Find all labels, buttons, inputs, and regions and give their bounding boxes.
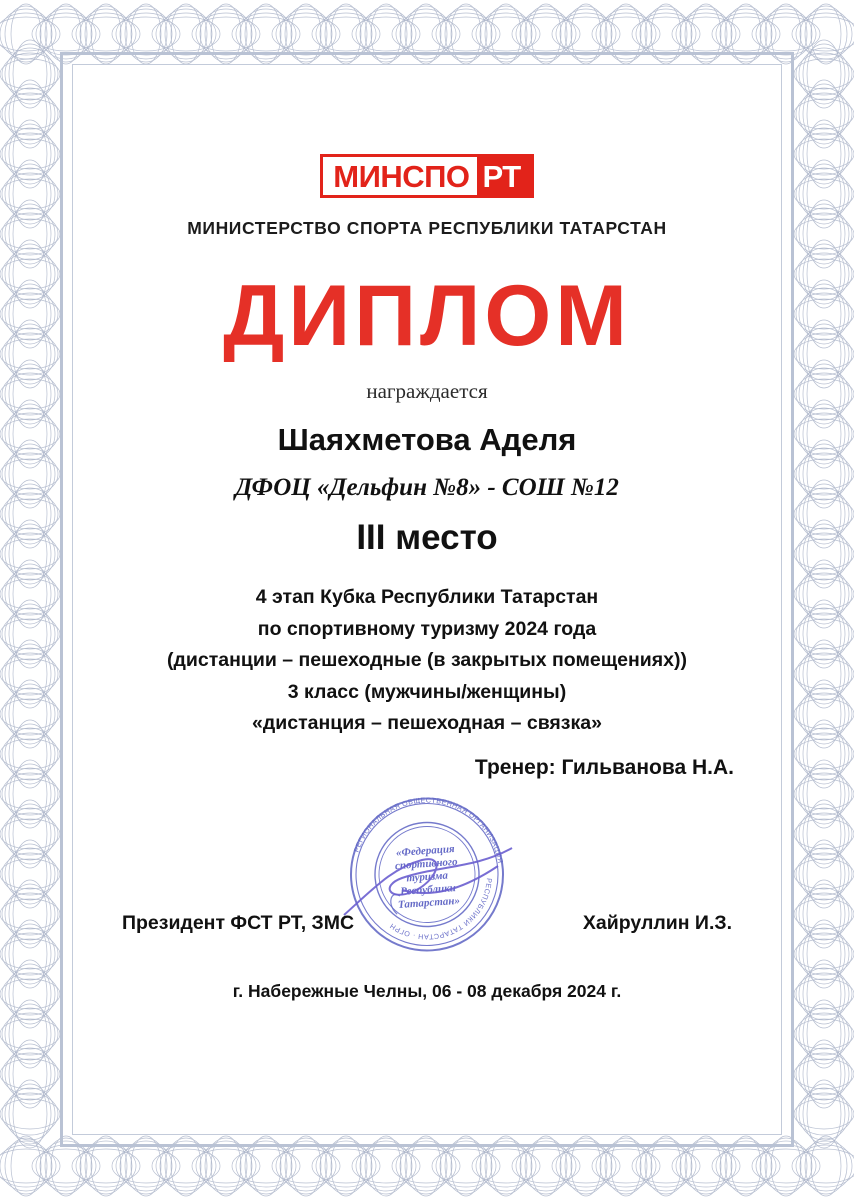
- minsport-logo: [110, 154, 744, 198]
- minsport-logo-text-secondary: РТ: [477, 157, 531, 195]
- svg-text:Республики: Республики: [399, 881, 457, 898]
- coach-name: Тренер: Гильванова Н.А.: [474, 755, 734, 779]
- svg-text:РЕСПУБЛИКИ ТАТАРСТАН · ОГРН: РЕСПУБЛИКИ ТАТАРСТАН · ОГРН: [387, 877, 494, 942]
- event-description: [110, 582, 744, 740]
- minsport-logo-text-primary: МИНСПО: [323, 157, 476, 195]
- event-line-3: (дистанции – пешеходные (в закрытых помещениях)): [166, 649, 688, 672]
- event-line-1: 4 этап Кубка Республики Татарстан: [255, 586, 599, 608]
- recipient-name: Шаяхметова Аделя: [277, 422, 577, 457]
- recipient-organization: ДФОЦ «Дельфин №8» - СОШ №12: [235, 474, 619, 501]
- event-line-5: «дистанция – пешеходная – связка»: [252, 712, 602, 735]
- award-place: III место: [356, 518, 498, 557]
- stamp-area: [110, 780, 744, 942]
- svg-text:«Федерация: «Федерация: [395, 842, 456, 859]
- signature-row: [110, 912, 744, 935]
- event-line-2: по спортивному туризму 2024 года: [257, 617, 597, 640]
- ministry-name: МИНИСТЕРСТВО СПОРТА РЕСПУБЛИКИ ТАТАРСТАН: [187, 218, 667, 238]
- document-title: ДИПЛОМ: [223, 268, 631, 364]
- awarded-label: награждается: [366, 379, 488, 403]
- signatory-name: Хайруллин И.З.: [582, 911, 732, 934]
- svg-text:Татарстан»: Татарстан»: [397, 894, 461, 911]
- event-line-4: 3 класс (мужчины/женщины): [287, 680, 567, 703]
- signatory-title: Президент ФСТ РТ, ЗМС: [122, 911, 355, 934]
- svg-text:РЕГИОНАЛЬНАЯ ОБЩЕСТВЕННАЯ ОРГА: РЕГИОНАЛЬНАЯ ОБЩЕСТВЕННАЯ ОРГАНИЗАЦИЯ: [351, 795, 506, 865]
- svg-text:туризма: туризма: [405, 869, 449, 885]
- certificate-content: [72, 64, 782, 1135]
- place-and-date: г. Набережные Челны, 06 - 08 декабря 2024 г.: [232, 980, 622, 1001]
- svg-text:спортивного: спортивного: [394, 855, 458, 873]
